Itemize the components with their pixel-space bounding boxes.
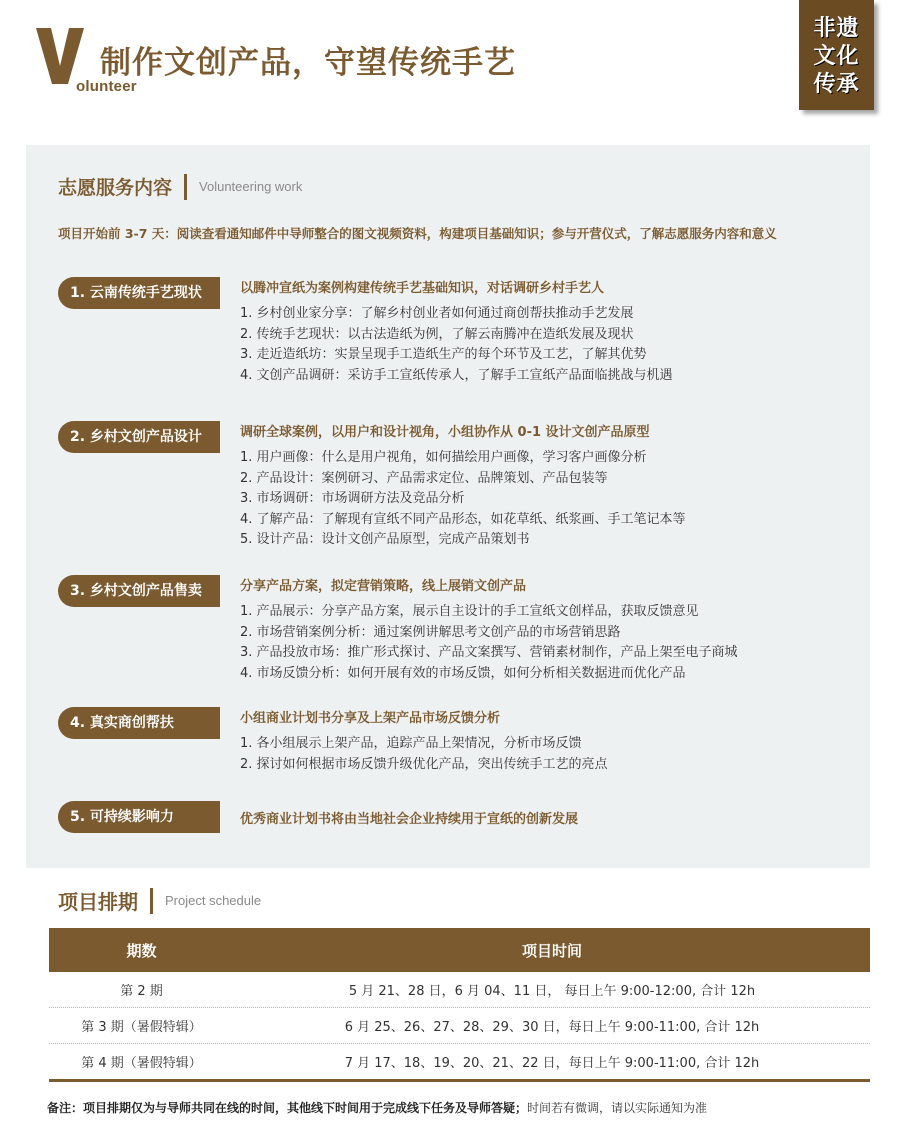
schedule-table [49,928,870,1082]
column-header-period: 期数 [126,941,157,960]
list-item: 4. 市场反馈分析：如何开展有效的市场反馈，如何分析相关数据进而优化产品 [240,665,686,681]
service-section-header [58,173,302,200]
list-item: 2. 产品设计：案例研习、产品需求定位、品牌策划、产品包装等 [240,470,608,486]
list-item: 4. 了解产品：了解现有宣纸不同产品形态，如花草纸、纸浆画、手工笔记本等 [240,511,686,527]
module-label: 5. 可持续影响力 [58,801,220,833]
list-item: 3. 市场调研：市场调研方法及竞品分析 [240,491,465,506]
service-intro: 项目开始前 3-7 天：阅读查看通知邮件中导师整合的图文视频资料，构建项目基础知识；参与开营仪式，了解志愿服务内容和意义 [58,226,777,241]
list-item: 4. 文创产品调研：采访手工宣纸传承人，了解手工宣纸产品面临挑战与机遇 [240,367,673,383]
list-item: 3. 产品投放市场：推广形式探讨、产品文案撰写、营销素材制作，产品上架至电子商城 [240,645,738,660]
list-item: 1. 用户画像：什么是用户视角，如何描绘用户画像，学习客户画像分析 [240,450,647,465]
period-cell: 第 4 期（暑假特辑） [81,1056,202,1071]
table-row [49,972,870,1008]
module-heading: 调研全球案例，以用户和设计视角，小组协作从 0-1 设计文创产品原型 [240,425,650,440]
module-heading: 分享产品方案，拟定营销策略，线上展销文创产品 [240,579,527,594]
module-heading: 优秀商业计划书将由当地社会企业持续用于宣纸的创新发展 [240,812,579,827]
time-cell: 5 月 21、28 日，6 月 04、11 日， 每日上午 9:00-12:00, 合计 12h [348,984,756,999]
list-item: 1. 乡村创业家分享：了解乡村创业者如何通过商创帮扶推动手艺发展 [240,306,634,321]
schedule-section-header [58,886,261,915]
title-divider [150,888,153,914]
service-panel [26,145,870,868]
period-cell: 第 2 期 [120,984,163,999]
schedule-title: 项目排期 [58,890,138,914]
module-items [240,734,608,775]
list-item: 1. 产品展示：分享产品方案，展示自主设计的手工宣纸文创样品，获取反馈意见 [240,604,699,619]
list-item: 5. 设计产品：设计文创产品原型，完成产品策划书 [240,532,530,547]
badge-line-1: 非遗 [813,16,860,41]
badge-line-2: 文化 [813,44,860,69]
volunteer-word: olunteer [76,78,137,95]
title-divider [184,174,187,200]
heritage-badge [799,0,874,110]
service-title: 志愿服务内容 [58,177,173,199]
note-normal: 时间若有微调，请以实际通知为准 [527,1101,708,1115]
page-title: 制作文创产品，守望传统手艺 [100,45,516,81]
volunteer-v-logo [36,28,84,84]
table-row [49,1044,870,1082]
time-cell: 6 月 25、26、27、28、29、30 日，每日上午 9:00-11:00, 合计 12h [344,1020,760,1035]
list-item: 2. 探讨如何根据市场反馈升级优化产品，突出传统手工艺的亮点 [240,756,608,772]
module-items [240,304,673,386]
list-item: 2. 传统手艺现状：以古法造纸为例，了解云南腾冲在造纸发展及现状 [240,326,634,342]
table-row [49,1008,870,1044]
table-header [49,928,870,972]
service-subtitle: Volunteering work [199,179,303,194]
badge-line-3: 传承 [813,72,860,97]
page-header [0,0,908,120]
module-items [240,602,738,684]
list-item: 2. 市场营销案例分析：通过案例讲解思考文创产品的市场营销思路 [240,624,621,640]
list-item: 1. 各小组展示上架产品，追踪产品上架情况，分析市场反馈 [240,736,582,751]
period-cell: 第 3 期（暑假特辑） [81,1020,202,1035]
time-cell: 7 月 17、18、19、20、21、22 日，每日上午 9:00-11:00, 合计 12h [344,1056,760,1071]
note-bold: 备注：项目排期仅为与导师共同在线的时间，其他线下时间用于完成线下任务及导师答疑； [47,1101,528,1115]
module-items [240,448,686,551]
module-label: 3. 乡村文创产品售卖 [58,575,220,607]
schedule-note [47,1099,707,1116]
module-label: 4. 真实商创帮扶 [58,707,220,739]
module-label: 2. 乡村文创产品设计 [58,421,220,453]
module-heading: 小组商业计划书分享及上架产品市场反馈分析 [240,711,501,726]
column-header-time: 项目时间 [521,941,582,960]
list-item: 3. 走近造纸坊：实景呈现手工造纸生产的每个环节及工艺，了解其优势 [240,347,647,362]
module-label: 1. 云南传统手艺现状 [58,277,220,309]
schedule-subtitle: Project schedule [165,893,262,908]
module-heading: 以腾冲宣纸为案例构建传统手艺基础知识，对话调研乡村手艺人 [240,281,605,296]
